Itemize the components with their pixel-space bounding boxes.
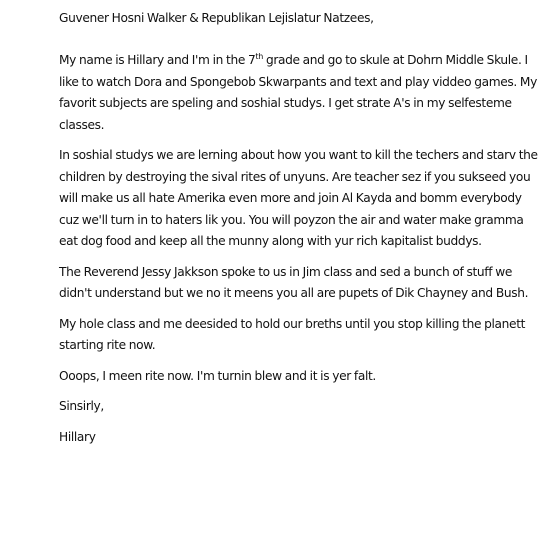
intro-text-end: grade and go to skule at Dohrn Middle Skule. I like to watch Dora and Spongebob Skwarpants and text and play viddeo games. My favorit subjects are speling and soshial studys. I get strate A's in my selfesteme classes.	[59, 53, 537, 132]
letter-closing: Sinsirly,	[59, 399, 104, 413]
letter-paragraph-intro	[59, 50, 539, 136]
letter	[59, 10, 539, 448]
grade-ordinal-suffix: th	[255, 51, 263, 61]
letter-paragraph-social-studies: In soshial studys we are lerning about how you want to kill the techers and starv the children by destroying the sival rites of unyuns. Are teacher sez if you sukseed you will make us all hate Amerika even more and join Al Kayda and bomm everybody cuz we'll turn in to haters lik you. You will poyzon the air and water make gramma eat dog food and keep all the munny along with yur rich kapitalist buddys.	[59, 148, 538, 248]
intro-text-start: My name is Hillary and I'm in the 7	[59, 53, 256, 67]
letter-salutation: Guvener Hosni Walker & Republikan Lejislatur Natzees,	[59, 11, 374, 25]
letter-paragraph-ooops: Ooops, I meen rite now. I'm turnin blew and it is yer falt.	[59, 368, 376, 383]
letter-paragraph-reverend: The Reverend Jessy Jakkson spoke to us in Jim class and sed a bunch of stuff we didn't understand but we no it meens you all are pupets of Dik Chayney and Bush.	[59, 264, 529, 300]
letter-signature: Hillary	[59, 429, 96, 444]
letter-paragraph-breath: My hole class and me deesided to hold our breths until you stop killing the planett starting rite now.	[59, 316, 526, 352]
